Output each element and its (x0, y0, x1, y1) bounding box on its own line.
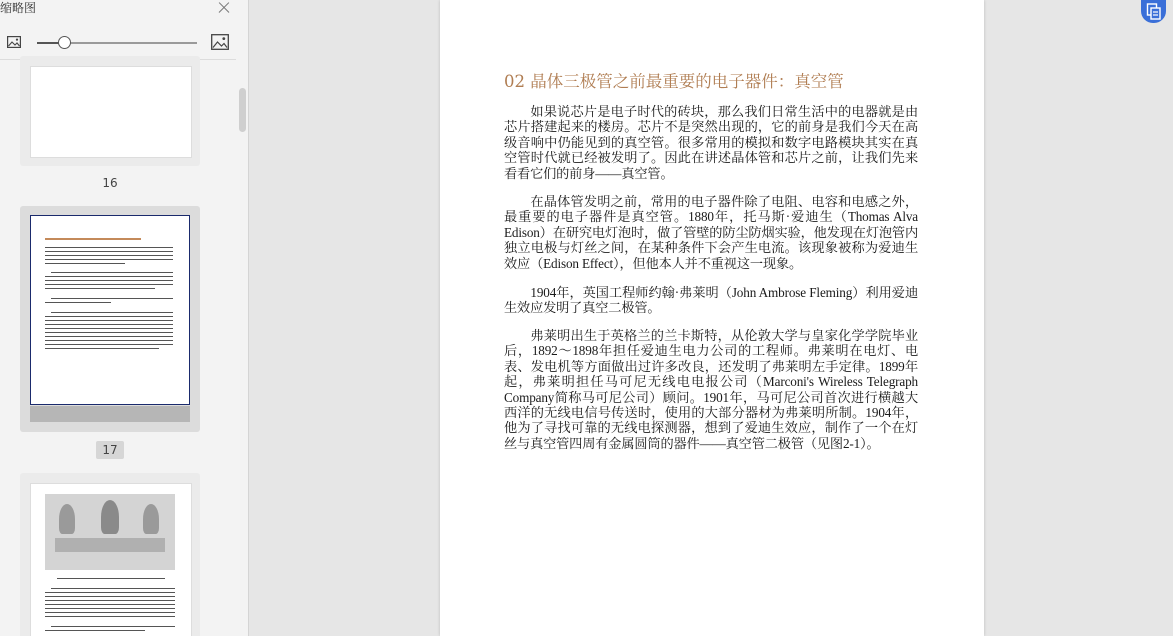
paragraph: 1904年，英国工程师约翰·弗莱明（John Ambrose Fleming）利用爱迪生效应发明了真空二极管。 (504, 285, 918, 316)
thumbnail-page-16[interactable] (20, 56, 200, 166)
thumbnail-page-18[interactable] (20, 473, 200, 636)
thumbnail-page-number: 17 (96, 441, 124, 459)
thumbnail-figure (45, 494, 175, 570)
thumbnail-zoom-slider[interactable] (37, 42, 197, 44)
thumbnail-page-number: 16 (102, 176, 118, 190)
paragraph: 弗莱明出生于英格兰的兰卡斯特，从伦敦大学与皇家化学学院毕业后，1892～1898年担任爱迪生电力公司的工程师。弗莱明在电灯、电表、发电机等方面做出过许多改良，还发明了弗莱明左手定律。1899年起，弗莱明担任马可尼无线电电报公司（Marconi's Wireless Telegraph Company简称马可尼公司）顾问。1901年，马可尼公司首次进行横越大西洋的无线电信号传送时，使用的大部分器材为弗莱明所制。1904年，他为了寻找可靠的无线电探测器，想到了爱迪生效应，制作了一个在灯丝与真空管四周有金属圆筒的器件——真空管二极管（见图2-1）。 (504, 328, 918, 451)
zoom-slider-thumb[interactable] (58, 36, 71, 49)
thumbnail-viewport-indicator (30, 406, 190, 422)
image-small-icon[interactable] (7, 36, 21, 48)
floating-tool-button[interactable] (1141, 0, 1166, 23)
image-large-icon[interactable] (211, 34, 229, 50)
paragraph: 如果说芯片是电子时代的砖块，那么我们日常生活中的电器就是由芯片搭建起来的楼房。芯片不是突然出现的，它的前身是我们今天在高级音响中仍能见到的真空管。很多常用的模拟和数字电路模块其实在真空管时代就已经被发明了。因此在讲述晶体管和芯片之前，让我们先来看看它们的前身——真空管。 (504, 104, 918, 181)
thumbnail-image (30, 66, 192, 158)
section-heading: 02 晶体三极管之前最重要的电子器件：真空管 (504, 72, 844, 91)
close-icon[interactable] (216, 0, 232, 16)
paragraph: 在晶体管发明之前，常用的电子器件除了电阻、电容和电感之外，最重要的电子器件是真空管。1880年，托马斯·爱迪生（Thomas Alva Edison）在研究电灯泡时，做了管壁的防尘防烟实验，他发现在灯泡管内独立电极与灯丝之间，在某种条件下会产生电流。该现象被称为爱迪生效应（Edison Effect），但他本人并不重视这一现象。 (504, 194, 918, 271)
panel-title: 缩略图 (0, 1, 37, 15)
thumbnail-page-17[interactable] (20, 206, 200, 432)
thumbnail-scrollbar[interactable] (239, 88, 246, 132)
thumbnail-image (30, 483, 192, 636)
thumbnail-image (30, 215, 190, 405)
thumbnail-panel (0, 0, 249, 636)
document-tool-icon (1141, 0, 1166, 23)
thumbnail-zoom-controls (0, 30, 248, 56)
document-page (440, 0, 984, 636)
